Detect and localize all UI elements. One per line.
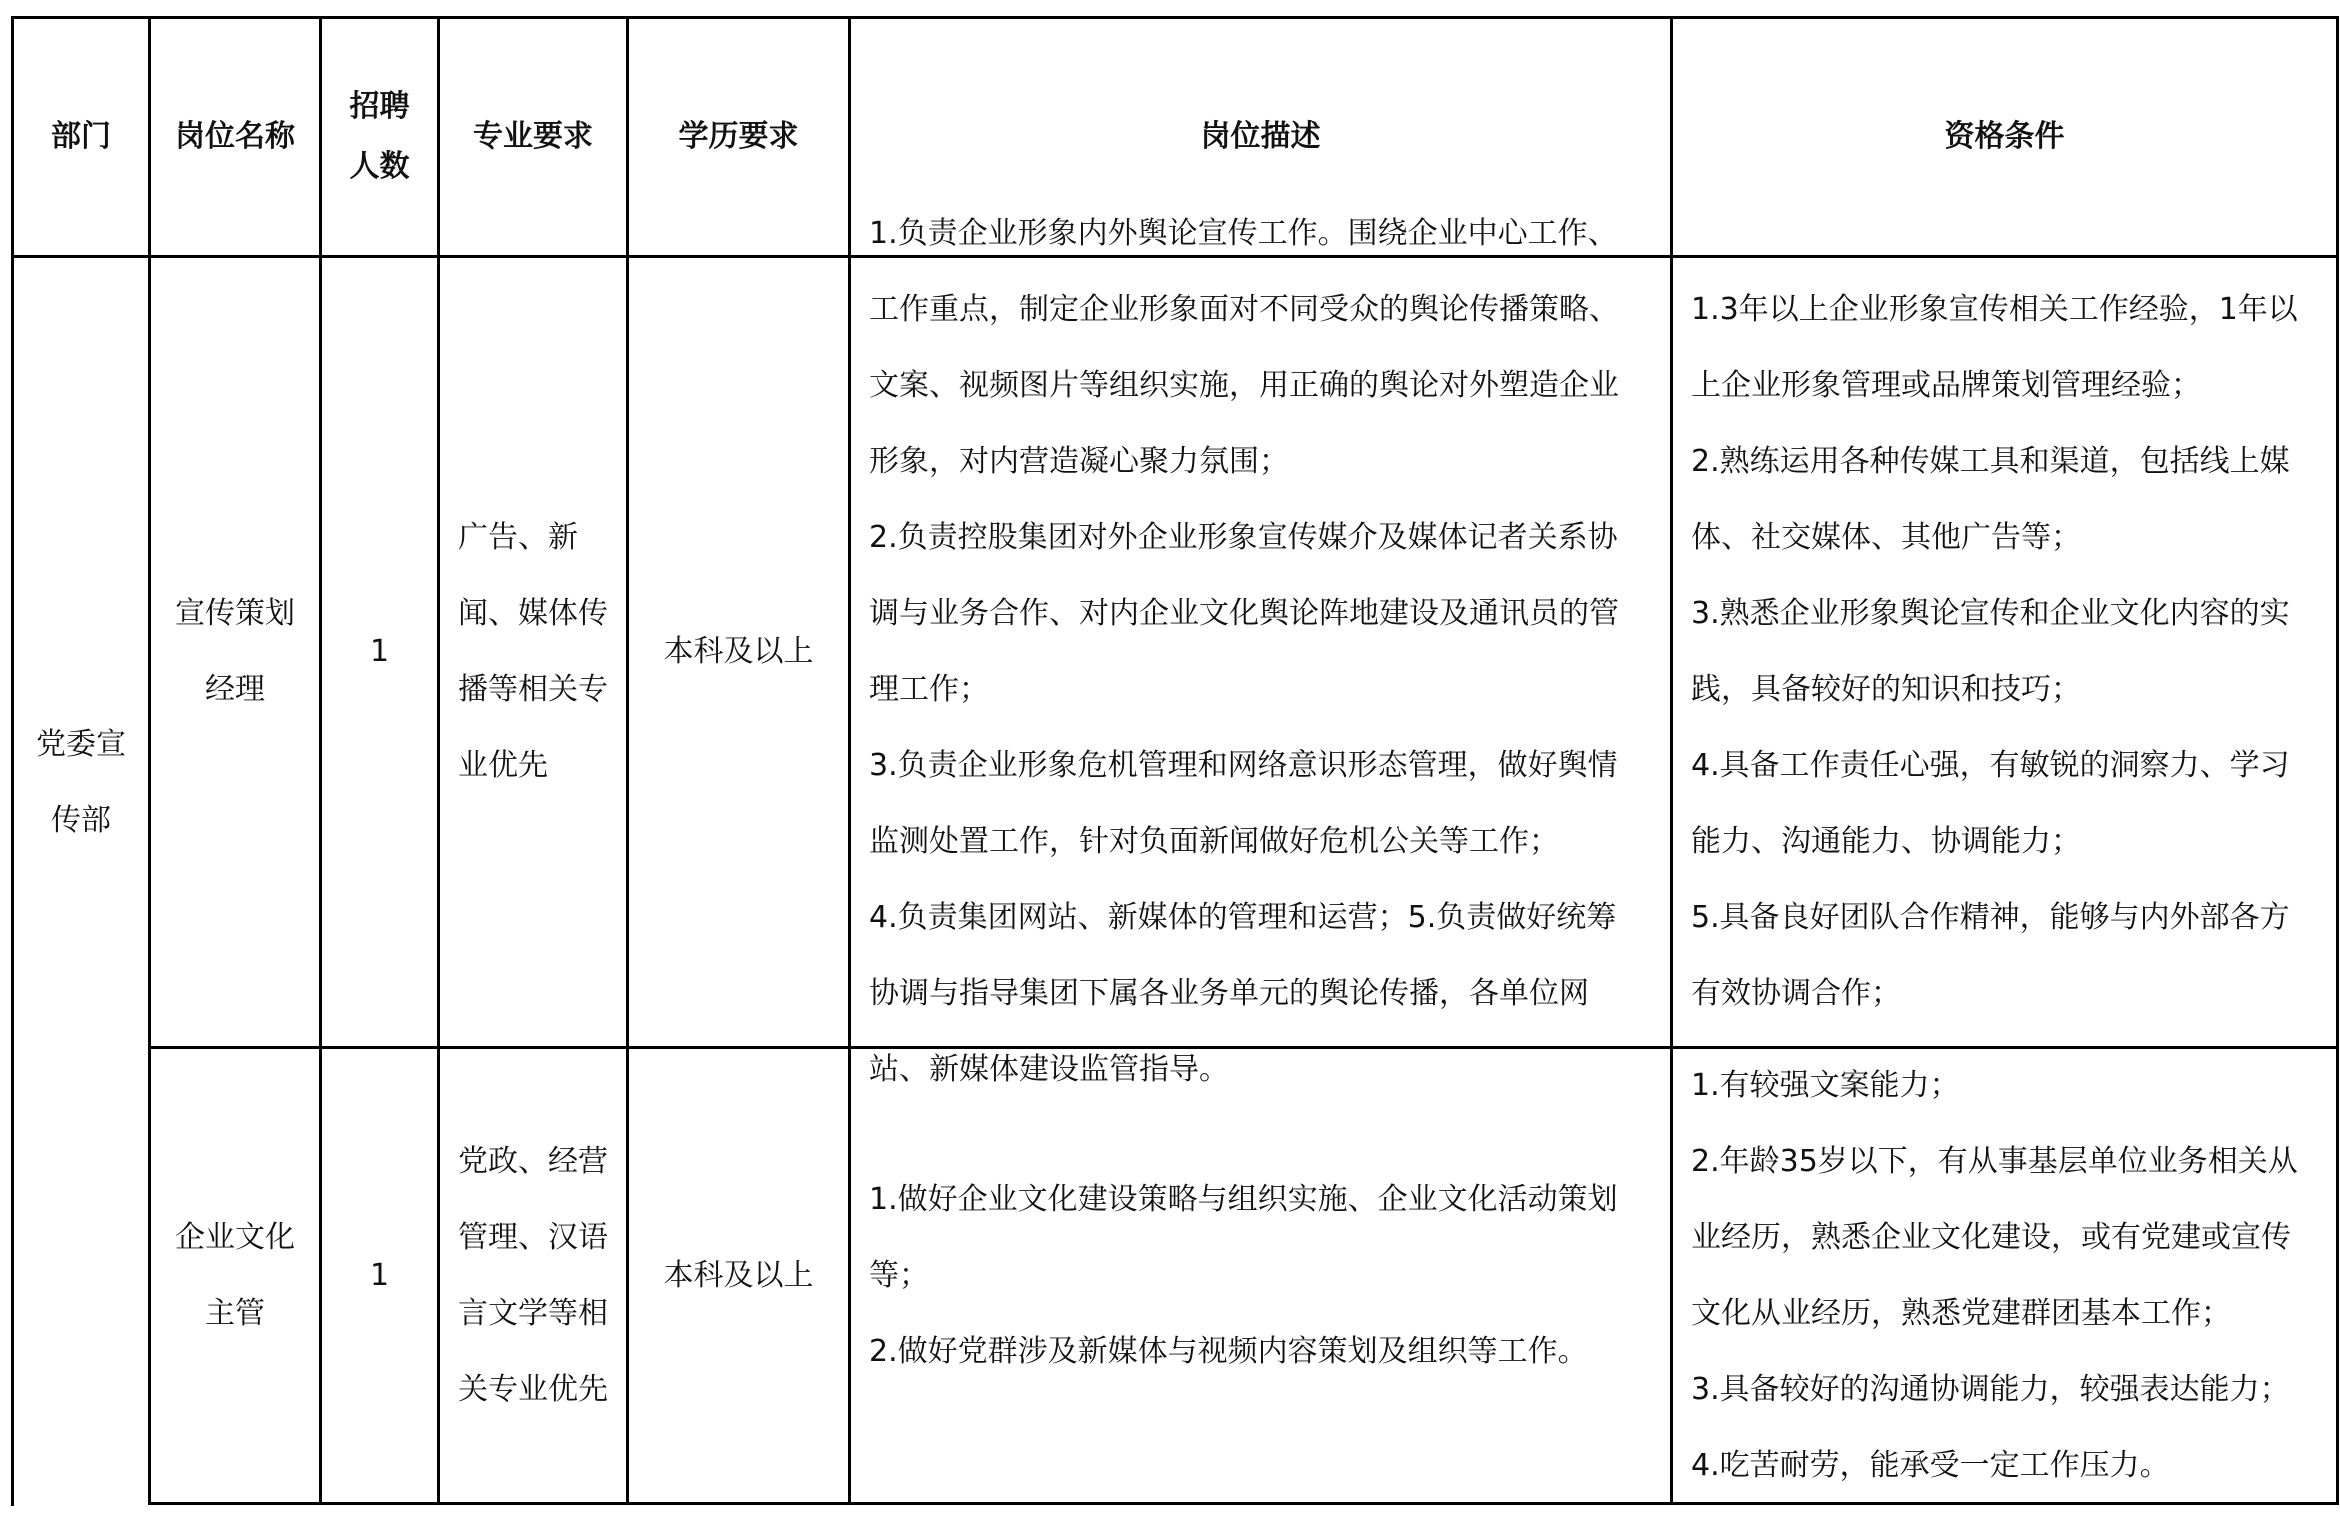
row2-position: 企业文化 主管 — [175, 1219, 295, 1331]
row1-education: 本科及以上 — [663, 634, 814, 669]
header-major: 专业要求 — [473, 119, 593, 154]
row1-description: 1.负责企业形象内外舆论宣传工作。围绕企业中心工作、 工作重点，制定企业形象面对不同受众的舆论传播策略、 文案、视频图片等组织实施，用正确的舆论对外塑造企业 形象，对内营造凝心聚力氛围； 2.负责控股集团对外企业形象宣传媒介及媒体记者关系协 调与业务合作、对内企业文化舆论阵地建设及通讯员的管 理工作； 3.负责企业形象危机管理和网络意识形态管理，做好舆情 监测处置工作，针对负面新闻做好危机公关等工作； 4.负责集团网站、新媒体的管理和运营；5.负责做好统筹 协调与指导集团下属各业务单元的舆论传播，各单位网 站、新媒体建设监管指导。 — [869, 216, 1619, 1087]
header-position: 岗位名称 — [175, 119, 295, 154]
row2-major: 党政、经营 管理、汉语 言文学等相 关专业优先 — [458, 1143, 608, 1407]
row2-headcount: 1 — [369, 1257, 390, 1293]
header-qualifications: 资格条件 — [1944, 119, 2065, 154]
header-headcount: 招聘 人数 — [349, 89, 410, 184]
row2-education: 本科及以上 — [663, 1257, 814, 1293]
header-education: 学历要求 — [678, 119, 799, 154]
row1-major: 广告、新 闻、媒体传 播等相关专 业优先 — [458, 520, 608, 783]
row1-position: 宣传策划 经理 — [175, 596, 295, 707]
row2-qualifications: 1.有较强文案能力； 2.年龄35岁以下，有从事基层单位业务相关从 业经历，熟悉企业文化建设，或有党建或宣传 文化从业经历，熟悉党建群团基本工作； 3.具备较好的沟通协调能力，较强表达能力； 4.吃苦耐劳，能承受一定工作压力。 — [1691, 1067, 2298, 1483]
header-department: 部门 — [51, 119, 111, 154]
row2-description: 1.做好企业文化建设策略与组织实施、企业文化活动策划 等； 2.做好党群涉及新媒体与视频内容策划及组织等工作。 — [869, 1181, 1618, 1369]
header-description: 岗位描述 — [1200, 119, 1321, 154]
row1-qualifications: 1.3年以上企业形象宣传相关工作经验，1年以 上企业形象管理或品牌策划管理经验； 2.熟练运用各种传媒工具和渠道，包括线上媒 体、社交媒体、其他广告等； 3.熟悉企业形象舆论宣传和企业文化内容的实 践，具备较好的知识和技巧； 4.具备工作责任心强，有敏锐的洞察力、学习 能力、沟通能力、协调能力； 5.具备良好团队合作精神，能够与内外部各方 有效协调合作； — [1691, 292, 2298, 1011]
row1-headcount: 1 — [369, 634, 390, 669]
col-border-7 — [2336, 16, 2339, 1505]
department-cell: 党委宣 传部 — [36, 727, 126, 838]
